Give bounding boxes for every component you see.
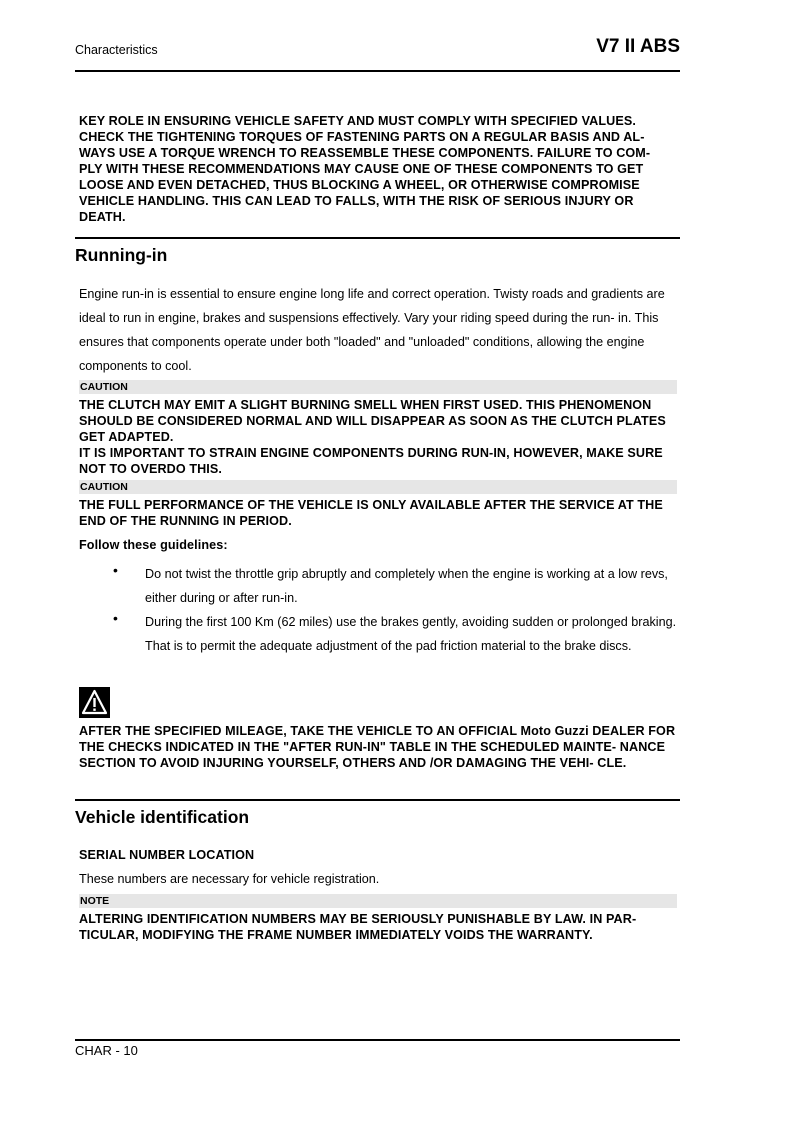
warning-triangle-icon bbox=[79, 687, 110, 718]
vehicle-identification-title: Vehicle identification bbox=[75, 807, 250, 827]
caution-label: CAUTION bbox=[79, 480, 677, 494]
page-header bbox=[75, 36, 680, 70]
warning-text: AFTER THE SPECIFIED MILEAGE, TAKE THE VEHICLE TO AN OFFICIAL Moto Guzzi DEALER FOR THE CHECKS INDICATED IN THE "AFTER RUN-IN" TABLE IN THE SCHEDULED MAINTE- NANCE SECTION TO AVOID INJURING YOURSELF, OTHERS AND /OR DAMAGING THE VEHI- CLE. bbox=[79, 724, 676, 770]
bullet-icon: • bbox=[113, 562, 118, 578]
list-item: During the first 100 Km (62 miles) use the brakes gently, avoiding sudden or prolonged braking. That is to permit the adequate adjustment of the pad friction material to the brake discs. bbox=[145, 615, 677, 653]
caution-label: CAUTION bbox=[79, 380, 677, 394]
caution-text: IT IS IMPORTANT TO STRAIN ENGINE COMPONENTS DURING RUN-IN, HOWEVER, MAKE SURE NOT TO OVERDO THIS. bbox=[79, 446, 663, 476]
vehicle-identification-paragraph: These numbers are necessary for vehicle registration. bbox=[79, 872, 380, 886]
note-label: NOTE bbox=[79, 894, 677, 908]
subheading: SERIAL NUMBER LOCATION bbox=[79, 848, 255, 862]
section-divider bbox=[75, 799, 680, 801]
running-in-paragraph: Engine run-in is essential to ensure engine long life and correct operation. Twisty roads and gradients are ideal to run in engine, brakes and suspensions effectively. Vary your riding speed during the run- in. This ensures that components operate under both "loaded" and "unloaded" conditions, allowing the engine components to cool. bbox=[79, 287, 665, 373]
list-item: Do not twist the throttle grip abruptly and completely when the engine is working at a low revs, either during or after run-in. bbox=[145, 567, 668, 605]
running-in-title: Running-in bbox=[75, 245, 168, 265]
header-rule bbox=[75, 70, 680, 72]
model-name: V7 II ABS bbox=[596, 36, 680, 57]
intro-warning-text: KEY ROLE IN ENSURING VEHICLE SAFETY AND MUST COMPLY WITH SPECIFIED VALUES. CHECK THE TIGHTENING TORQUES OF FASTENING PARTS ON A REGULAR BASIS AND AL- WAYS USE A TORQUE WRENCH TO REASSEMBLE THESE COMPONENTS. FAILURE TO COM- PLY WITH THESE RECOMMENDATIONS MAY CAUSE ONE OF THESE COMPONENTS TO GET LOOSE AND EVEN DETACHED, THUS BLOCKING A WHEEL, OR OTHERWISE COMPROMISE VEHICLE HANDLING. THIS CAN LEAD TO FALLS, WITH THE RISK OF SERIOUS INJURY OR DEATH. bbox=[79, 114, 651, 224]
caution-text: THE CLUTCH MAY EMIT A SLIGHT BURNING SMELL WHEN FIRST USED. THIS PHENOMENON SHOULD BE CONSIDERED NORMAL AND WILL DISAPPEAR AS SOON AS THE CLUTCH PLATES GET ADAPTED. bbox=[79, 398, 666, 444]
caution-text: THE FULL PERFORMANCE OF THE VEHICLE IS ONLY AVAILABLE AFTER THE SERVICE AT THE END OF THE RUNNING IN PERIOD. bbox=[79, 498, 663, 528]
bullet-icon: • bbox=[113, 610, 118, 626]
section-divider bbox=[75, 237, 680, 239]
guidelines-heading: Follow these guidelines: bbox=[79, 538, 228, 552]
note-text: ALTERING IDENTIFICATION NUMBERS MAY BE SERIOUSLY PUNISHABLE BY LAW. IN PAR- TICULAR, MODIFYING THE FRAME NUMBER IMMEDIATELY VOIDS THE WARRANTY. bbox=[79, 912, 637, 942]
footer-rule bbox=[75, 1039, 680, 1041]
page-number: CHAR - 10 bbox=[75, 1043, 138, 1058]
section-name: Characteristics bbox=[75, 43, 158, 57]
